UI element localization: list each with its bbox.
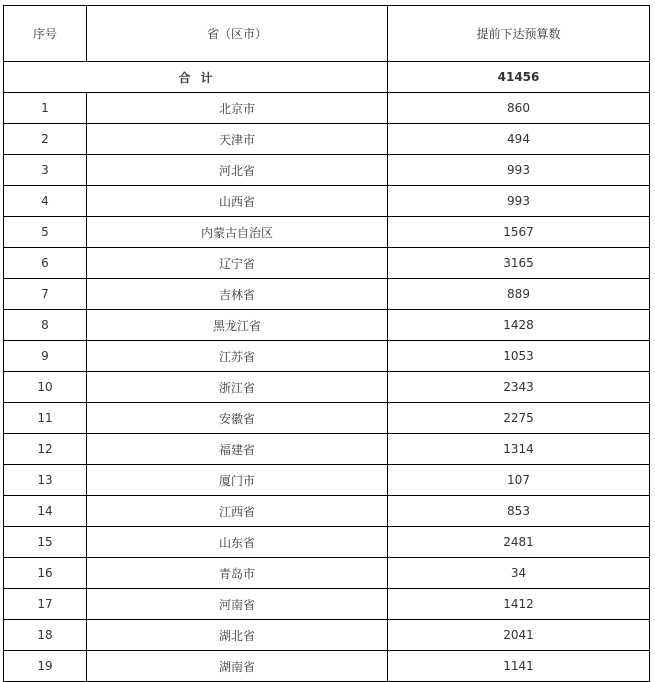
row-budget: 1053 — [388, 341, 650, 372]
row-budget: 853 — [388, 496, 650, 527]
row-budget: 2275 — [388, 403, 650, 434]
row-index: 18 — [4, 620, 87, 651]
table-row — [4, 403, 650, 434]
row-budget: 860 — [388, 93, 650, 124]
row-index: 13 — [4, 465, 87, 496]
budget-table — [3, 5, 650, 682]
row-province: 安徽省 — [87, 403, 388, 434]
row-index: 16 — [4, 558, 87, 589]
row-province: 辽宁省 — [87, 248, 388, 279]
table-row — [4, 434, 650, 465]
header-budget: 提前下达预算数 — [388, 6, 650, 62]
table-row — [4, 589, 650, 620]
row-province: 河北省 — [87, 155, 388, 186]
row-budget: 1567 — [388, 217, 650, 248]
table-row — [4, 124, 650, 155]
row-budget: 34 — [388, 558, 650, 589]
table-row — [4, 465, 650, 496]
total-label: 合计 — [4, 62, 388, 93]
row-province: 江西省 — [87, 496, 388, 527]
row-budget: 3165 — [388, 248, 650, 279]
table-row — [4, 496, 650, 527]
table-row — [4, 341, 650, 372]
table-row — [4, 155, 650, 186]
total-row — [4, 62, 650, 93]
row-index: 3 — [4, 155, 87, 186]
row-budget: 993 — [388, 155, 650, 186]
header-province: 省（区市） — [87, 6, 388, 62]
row-province: 厦门市 — [87, 465, 388, 496]
row-index: 4 — [4, 186, 87, 217]
row-budget: 1141 — [388, 651, 650, 682]
row-province: 湖北省 — [87, 620, 388, 651]
row-province: 河南省 — [87, 589, 388, 620]
row-index: 9 — [4, 341, 87, 372]
row-index: 15 — [4, 527, 87, 558]
table-row — [4, 217, 650, 248]
row-province: 湖南省 — [87, 651, 388, 682]
row-budget: 2041 — [388, 620, 650, 651]
row-province: 天津市 — [87, 124, 388, 155]
table-row — [4, 372, 650, 403]
table-row — [4, 93, 650, 124]
row-index: 7 — [4, 279, 87, 310]
row-index: 5 — [4, 217, 87, 248]
row-province: 山西省 — [87, 186, 388, 217]
row-budget: 993 — [388, 186, 650, 217]
row-budget: 1412 — [388, 589, 650, 620]
row-index: 1 — [4, 93, 87, 124]
table-row — [4, 186, 650, 217]
row-budget: 2481 — [388, 527, 650, 558]
row-province: 福建省 — [87, 434, 388, 465]
table-row — [4, 310, 650, 341]
table-row — [4, 248, 650, 279]
table-row — [4, 527, 650, 558]
total-value: 41456 — [388, 62, 650, 93]
row-budget: 1428 — [388, 310, 650, 341]
row-province: 内蒙古自治区 — [87, 217, 388, 248]
table-row — [4, 558, 650, 589]
row-index: 19 — [4, 651, 87, 682]
row-index: 11 — [4, 403, 87, 434]
header-index: 序号 — [4, 6, 87, 62]
row-province: 北京市 — [87, 93, 388, 124]
row-budget: 1314 — [388, 434, 650, 465]
row-province: 江苏省 — [87, 341, 388, 372]
row-index: 17 — [4, 589, 87, 620]
row-index: 12 — [4, 434, 87, 465]
row-budget: 107 — [388, 465, 650, 496]
row-province: 浙江省 — [87, 372, 388, 403]
row-province: 青岛市 — [87, 558, 388, 589]
header-row — [4, 6, 650, 62]
row-province: 黑龙江省 — [87, 310, 388, 341]
table-row — [4, 651, 650, 682]
table-row — [4, 620, 650, 651]
row-budget: 494 — [388, 124, 650, 155]
row-index: 6 — [4, 248, 87, 279]
row-index: 10 — [4, 372, 87, 403]
row-province: 吉林省 — [87, 279, 388, 310]
row-province: 山东省 — [87, 527, 388, 558]
row-index: 2 — [4, 124, 87, 155]
row-budget: 2343 — [388, 372, 650, 403]
row-budget: 889 — [388, 279, 650, 310]
row-index: 8 — [4, 310, 87, 341]
table-row — [4, 279, 650, 310]
row-index: 14 — [4, 496, 87, 527]
